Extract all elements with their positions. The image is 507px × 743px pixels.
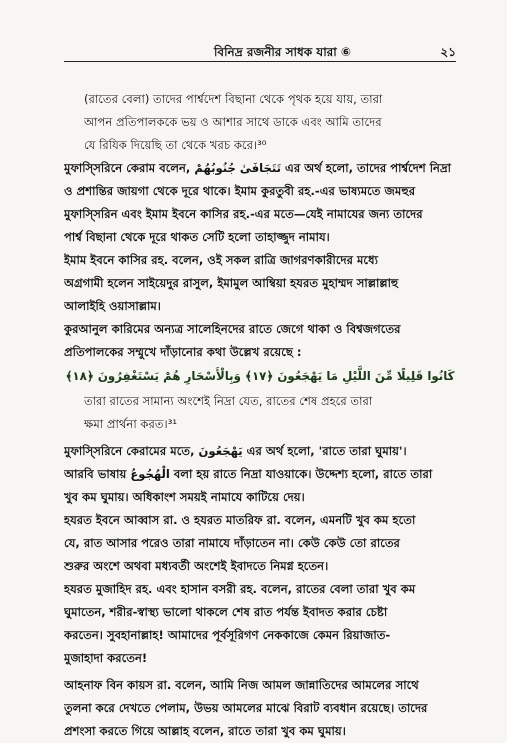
- text-line: ক্ষমা প্রার্থনা করত।³¹: [84, 417, 177, 431]
- text-line: প্রতিপালকের সম্মুখে দাঁড়ানোর কথা উল্লেখ রয়েছে :: [64, 345, 302, 359]
- text-line: তারা রাতের সামান্য অংশেই নিদ্রা যেত, রাতের শেষ প্রহরে তারা: [84, 394, 373, 408]
- text-line: ঘুমাতেন, শরীর-স্বাস্থ্য ভালো থাকলে শেষ রাত পর্যন্ত ইবাদত করার চেষ্টা: [64, 605, 388, 619]
- text-line: (রাতের বেলা) তাদের পার্শ্বদেশ বিছানা থেকে পৃথক হয়ে যায়, তারা: [84, 92, 383, 106]
- commentary-paragraph-3: [64, 318, 456, 364]
- text-line: শুরুর অংশে অথবা মধ্যবর্তী অংশেই ইবাদতে নিমগ্ন হতেন।: [64, 559, 329, 573]
- text-line: মুফাস্সিরিনে কেরামের মতে, يَهْجَعُونَ এর অর্থ হলো, 'রাতে তারা ঘুমায়'।: [64, 444, 407, 458]
- text-line: যে রিযিক দিয়েছি তা থেকে খরচ করে।³⁰: [84, 138, 267, 152]
- translation-paragraph-1: [64, 88, 476, 157]
- running-title: বিনিদ্র রজনীর সাধক যারা ⑥: [214, 45, 352, 59]
- text-line: আহনাফ বিন কায়স রা. বলেন, আমি নিজ আমল জান্নাতিদের আমলের সাথে: [64, 678, 419, 692]
- commentary-paragraph-1: [64, 157, 456, 249]
- text-line: প্রশংসা করতে গিয়ে আল্লাহ বলেন, রাতে তারা খুব কম ঘুমায়।: [64, 724, 346, 738]
- commentary-paragraph-2: [64, 249, 456, 318]
- translation-paragraph-2: [64, 390, 476, 436]
- text-line: খুব কম ঘুমায়। অধিকাংশ সময়ই নামাযে কাটিয়ে দেয়।: [64, 490, 305, 504]
- text-line: ও প্রশান্তির জায়গা থেকে দূরে থাকে। ইমাম কুরতুবী রহ.-এর ভাষ্যমতে জমহুর: [64, 184, 416, 198]
- page-header: [64, 44, 456, 62]
- page-number: ২১: [440, 45, 456, 59]
- text-line: আরবি ভাষায় الْهُجُوعُ বলা হয় রাতে নিদ্রা যাওয়াকে। উদ্দেশ্য হলো, রাতে তারা: [64, 467, 433, 481]
- text-line: আপন প্রতিপালককে ভয় ও আশার সাথে ডাকে এবং আমি তাদের: [84, 115, 382, 129]
- text-line: মুফাস্সিরিনে কেরাম বলেন, تَتَجَافَىٰ جُنُوبُهُمْ এর অর্থ হলো, তাদের পার্শ্বদেশ নিদ্রা: [64, 161, 452, 175]
- text-line: করতেন। সুবহানাল্লাহ! আমাদের পূর্বসূরিগণ নেককাজে কেমন রিয়াজাত-: [64, 628, 391, 642]
- text-line: আলাইহি ওয়াসাল্লাম।: [64, 299, 161, 313]
- text-line: হযরত মুজাহিদ রহ. এবং হাসান বসরী রহ. বলেন, রাতের বেলা তারা খুব কম: [64, 582, 416, 596]
- text-line: কুরআনুল কারিমের অন্যত্র সালেহিনদের রাতে জেগে থাকা ও বিশ্বজগতের: [64, 322, 401, 336]
- commentary-paragraph-7: [64, 674, 456, 743]
- text-line: মুজাহাদা করতেন!: [64, 651, 148, 665]
- arabic-verse-text: كَانُوا قَلِيلًا مِّنَ اللَّيْلِ مَا يَهْجَعُونَ ﴿١٧﴾ وَبِالْأَسْحَارِ هُمْ يَسْتَغْفِرُونَ ﴿١٨﴾: [65, 369, 455, 383]
- text-line: তুলনা করে দেখতে পেলাম, উভয় আমলের মাঝে বিরাট ব্যবধান রয়েছে। তাদের: [64, 701, 428, 715]
- commentary-paragraph-4: [64, 440, 456, 509]
- commentary-paragraph-6: [64, 578, 456, 670]
- header-rule: [64, 61, 456, 62]
- text-line: অগ্রগামী হলেন সাইয়েদুর রাসুল, ইমামুল আম্বিয়া হযরত মুহাম্মদ সাল্লাল্লাহু: [64, 276, 399, 290]
- text-line: ইমাম ইবনে কাসির রহ. বলেন, ওই সকল রাত্রি জাগরণকারীদের মধ্যে: [64, 253, 378, 267]
- text-line: পার্শ্ব বিছানা থেকে দূরে থাকত সেটি হলো তাহাজ্জুদ নামায।: [64, 230, 330, 244]
- text-line: যে, রাত আসার পরেও তারা নামাযে দাঁড়াতেন না। কেউ কেউ তো রাতের: [64, 536, 400, 550]
- quran-verse: [64, 362, 456, 390]
- commentary-paragraph-5: [64, 509, 456, 578]
- text-line: মুফাস্সিরিন এবং ইমাম ইবনে কাসির রহ.-এর মতে—যেই নামাযের জন্য তাদের: [64, 207, 423, 221]
- text-line: হযরত ইবনে আব্বাস রা. ও হযরত মাতরিফ রা. বলেন, এমনটি খুব কম হতো: [64, 513, 416, 527]
